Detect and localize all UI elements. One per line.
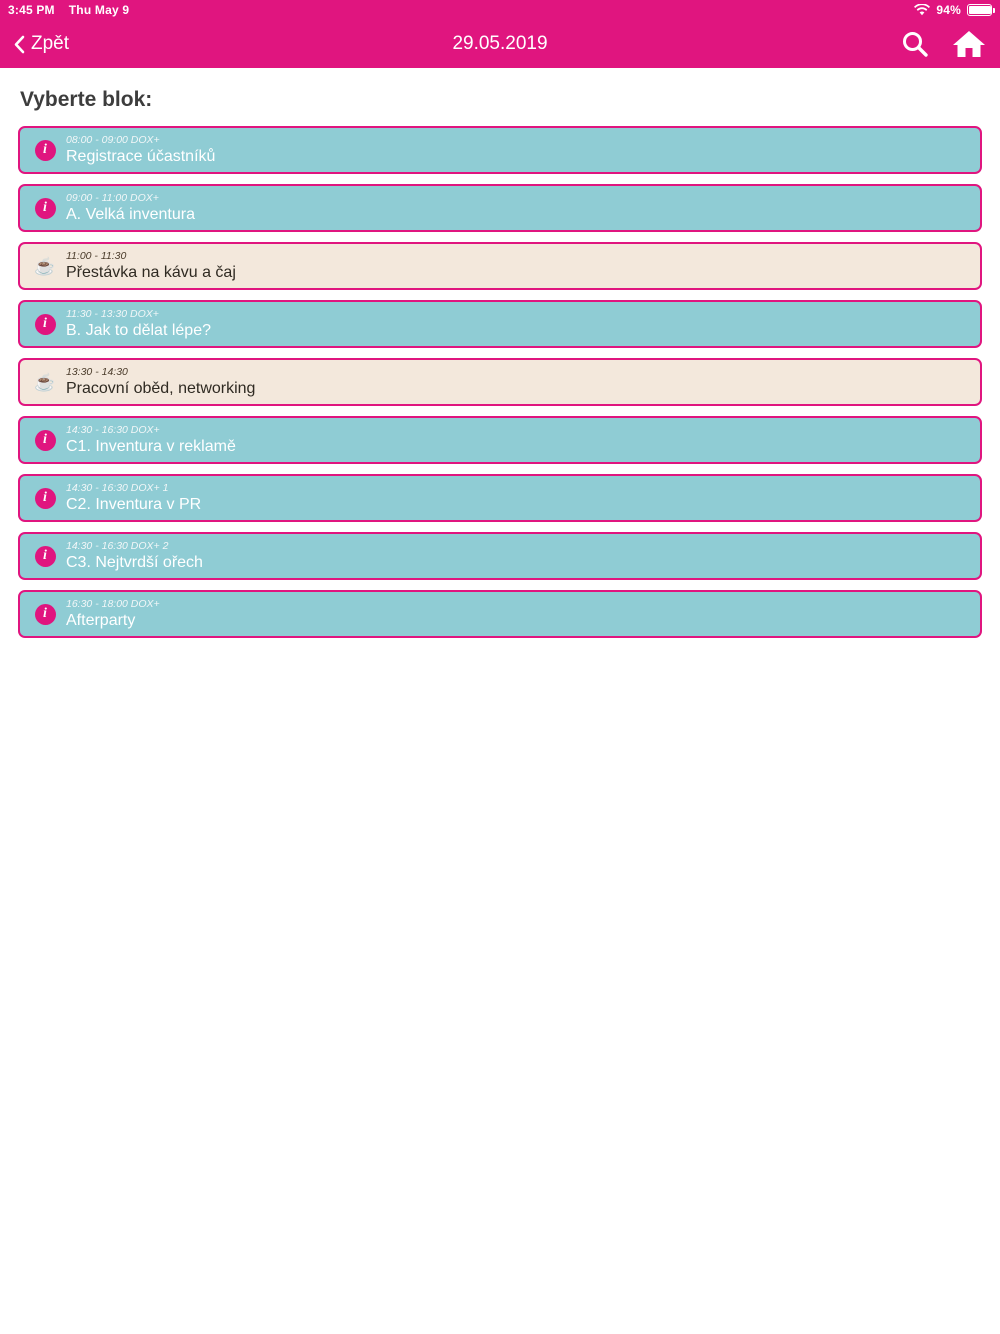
block-title: A. Velká inventura xyxy=(66,206,195,224)
content-area xyxy=(0,88,1000,638)
block-title: Pracovní oběd, networking xyxy=(66,380,256,398)
wifi-icon xyxy=(914,4,930,16)
navigation-actions xyxy=(900,29,986,59)
block-text xyxy=(66,308,211,341)
info-icon: i xyxy=(34,545,56,567)
block-title: C1. Inventura v reklamě xyxy=(66,438,236,456)
info-icon: i xyxy=(34,139,56,161)
home-icon[interactable] xyxy=(952,29,986,59)
block-list-item[interactable] xyxy=(18,416,982,464)
block-list xyxy=(18,126,982,638)
block-list-item[interactable] xyxy=(18,474,982,522)
block-list-item[interactable] xyxy=(18,184,982,232)
block-list-item[interactable] xyxy=(18,590,982,638)
block-time: 11:00 - 11:30 xyxy=(66,249,127,262)
block-time: 14:30 - 16:30 DOX+ xyxy=(66,423,160,436)
page-date-title: 29.05.2019 xyxy=(452,33,548,54)
info-icon: i xyxy=(34,603,56,625)
back-button[interactable] xyxy=(14,33,69,55)
navigation-bar xyxy=(0,20,1000,68)
info-icon: i xyxy=(34,487,56,509)
block-time: 16:30 - 18:00 DOX+ xyxy=(66,597,160,610)
battery-percent: 94% xyxy=(936,3,961,17)
block-time: 09:00 - 11:00 DOX+ xyxy=(66,191,159,204)
info-icon: i xyxy=(34,429,56,451)
coffee-icon: ☕ xyxy=(34,256,56,276)
block-text xyxy=(66,540,203,573)
block-list-item[interactable] xyxy=(18,242,982,290)
block-text xyxy=(66,366,255,399)
search-icon[interactable] xyxy=(900,29,930,59)
chevron-left-icon xyxy=(14,35,25,54)
coffee-icon: ☕ xyxy=(34,372,56,392)
block-time: 08:00 - 09:00 DOX+ xyxy=(66,133,160,146)
block-time: 11:30 - 13:30 DOX+ xyxy=(66,307,159,320)
block-text xyxy=(66,250,236,283)
block-title: C2. Inventura v PR xyxy=(66,496,202,514)
block-list-item[interactable] xyxy=(18,300,982,348)
battery-icon xyxy=(967,4,992,16)
block-text xyxy=(66,598,160,631)
page-title: Vyberte blok: xyxy=(20,88,153,111)
status-date: Thu May 9 xyxy=(68,3,130,17)
info-icon: i xyxy=(34,197,56,219)
block-title: B. Jak to dělat lépe? xyxy=(66,322,211,340)
info-icon: i xyxy=(34,313,56,335)
status-bar-right xyxy=(914,3,992,17)
block-title: Afterparty xyxy=(66,612,136,630)
block-title: Registrace účastníků xyxy=(66,148,216,166)
block-time: 14:30 - 16:30 DOX+ 1 xyxy=(66,481,169,494)
status-bar xyxy=(0,0,1000,20)
block-title: Přestávka na kávu a čaj xyxy=(66,264,236,282)
block-time: 14:30 - 16:30 DOX+ 2 xyxy=(66,539,169,552)
block-list-item[interactable] xyxy=(18,532,982,580)
block-text xyxy=(66,134,215,167)
block-list-item[interactable] xyxy=(18,358,982,406)
block-text xyxy=(66,482,201,515)
status-bar-left xyxy=(8,3,129,17)
back-button-label: Zpět xyxy=(31,33,70,54)
block-text xyxy=(66,424,236,457)
block-title: C3. Nejtvrdší ořech xyxy=(66,554,203,572)
block-time: 13:30 - 14:30 xyxy=(66,365,128,378)
block-text xyxy=(66,192,195,225)
status-time: 3:45 PM xyxy=(8,3,55,17)
block-list-item[interactable] xyxy=(18,126,982,174)
